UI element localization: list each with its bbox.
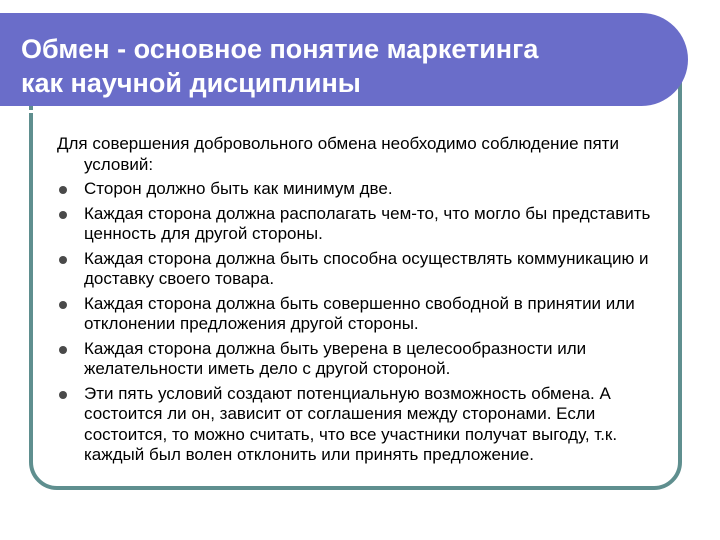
bullet-icon — [59, 391, 67, 399]
list-item-text: Сторон должно быть как минимум две. — [84, 179, 393, 198]
list-item-text: Каждая сторона должна располагать чем-то, что могло бы представить ценность для другой стороны. — [84, 203, 651, 243]
title-line-2: как научной дисциплины — [21, 68, 361, 98]
title-line-1: Обмен - основное понятие маркетинга — [21, 34, 539, 64]
bullet-icon — [59, 301, 67, 309]
list-item — [57, 179, 657, 200]
intro-text: Для совершения добровольного обмена необходимо соблюдение пяти условий: — [57, 134, 619, 174]
list-item — [57, 339, 657, 380]
bullet-icon — [59, 256, 67, 264]
list-item-text: Каждая сторона должна быть совершенно свободной в принятии или отклонении предложения другой стороны. — [84, 293, 635, 333]
slide-body — [57, 134, 657, 470]
list-item-text: Каждая сторона должна быть уверена в целесообразности или желательности иметь дело с другой стороной. — [84, 338, 587, 378]
slide-title — [21, 32, 538, 100]
list-item — [57, 249, 657, 290]
bullet-icon — [59, 186, 67, 194]
list-item — [57, 384, 657, 466]
list-item — [57, 294, 657, 335]
bullet-icon — [59, 211, 67, 219]
list-item-text: Каждая сторона должна быть способна осуществлять коммуникацию и доставку своего товара. — [84, 248, 649, 288]
list-item — [57, 204, 657, 245]
title-bar — [0, 13, 688, 106]
conditions-list — [57, 179, 657, 466]
bullet-icon — [59, 346, 67, 354]
title-underline — [0, 110, 640, 113]
list-item-text: Эти пять условий создают потенциальную возможность обмена. А состоится ли он, зависит от соглашения между сторонами. Если состоится, то можно считать, что все участники получат выгоду, т.к. каждый был волен отклонить или принять предложение. — [84, 383, 618, 464]
